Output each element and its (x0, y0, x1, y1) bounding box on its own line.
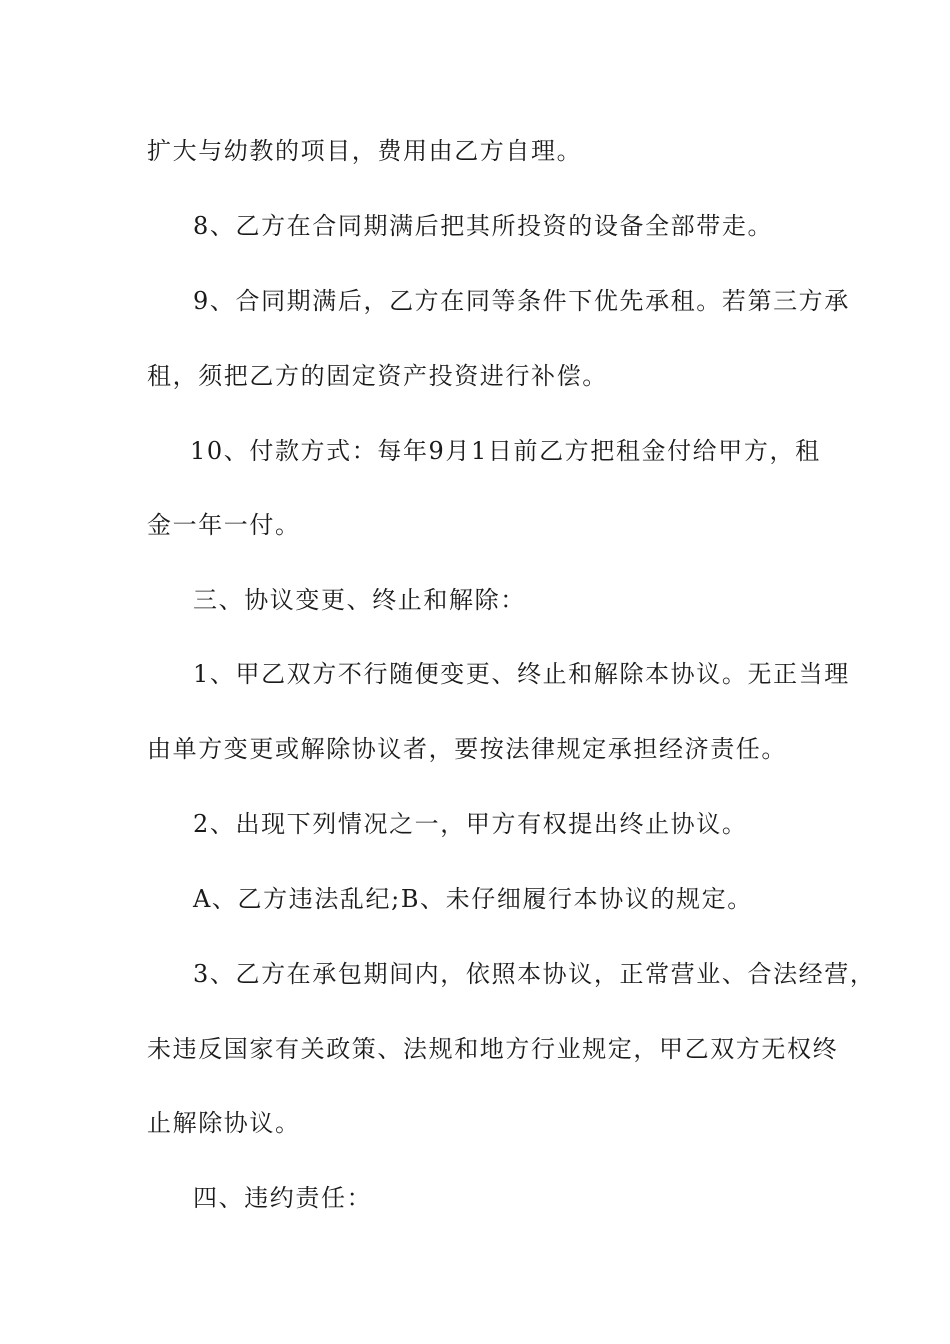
paragraph-line: 9、合同期满后，乙方在同等条件下优先承租。若第三方承 (193, 287, 850, 315)
paragraph-line: 2、出现下列情况之一，甲方有权提出终止协议。 (193, 810, 748, 838)
paragraph-line: 止解除协议。 (147, 1109, 301, 1137)
section-heading: 四、违约责任： (193, 1184, 373, 1212)
paragraph-line: 1、甲乙双方不行随便变更、终止和解除本协议。无正当理 (193, 660, 850, 688)
paragraph-line: 10、付款方式：每年9月1日前乙方把租金付给甲方，租 (190, 437, 821, 465)
paragraph-line: 8、乙方在合同期满后把其所投资的设备全部带走。 (193, 212, 774, 240)
paragraph-line: 租，须把乙方的固定资产投资进行补偿。 (147, 362, 608, 390)
paragraph-line: 扩大与幼教的项目，费用由乙方自理。 (147, 137, 583, 165)
paragraph-line: 金一年一付。 (147, 511, 301, 539)
paragraph-line: 未违反国家有关政策、法规和地方行业规定，甲乙双方无权终 (147, 1035, 839, 1063)
paragraph-line: 由单方变更或解除协议者，要按法律规定承担经济责任。 (147, 735, 787, 763)
paragraph-line: A、乙方违法乱纪;B、未仔细履行本协议的规定。 (193, 885, 753, 913)
paragraph-line: 3、乙方在承包期间内，依照本协议，正常营业、合法经营， (193, 960, 876, 988)
section-heading: 三、协议变更、终止和解除： (193, 586, 526, 614)
